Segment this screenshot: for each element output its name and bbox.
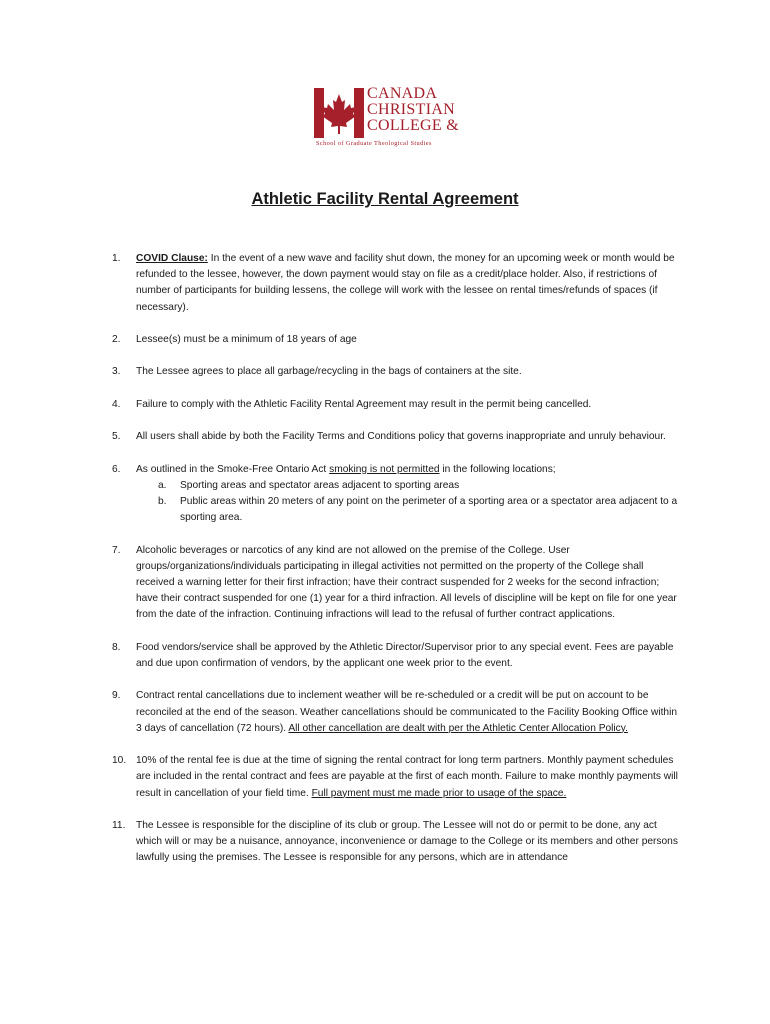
logo-line-2: CHRISTIAN	[367, 101, 456, 118]
full-payment-note: Full payment must me made prior to usage of the space.	[311, 787, 567, 799]
list-item-5: 5. All users shall abide by both the Facility Terms and Conditions policy that governs inappropriate and unruly behaviour.	[112, 431, 666, 443]
covid-clause-label: COVID Clause:	[136, 253, 208, 264]
smoking-notice: smoking is not permitted	[329, 463, 440, 475]
document-title: Athletic Facility Rental Agreement	[251, 190, 519, 208]
list-item-11: 11. The Lessee is responsible for the discipline of its club or group. The Lessee will not do or permit to be done, any act which will or may be a nuisance, annoyance, inconvenience or damage to the College or its members and other persons lawfully using the premises. The Lessee is responsible for any persons, which are in attendance	[112, 819, 678, 864]
sub-item-a: a. Sporting areas and spectator areas adjacent to sporting areas	[158, 479, 460, 491]
college-logo	[314, 86, 464, 150]
list-item-3: 3. The Lessee agrees to place all garbage/recycling in the bags of containers at the site.	[112, 366, 522, 378]
list-item-9: 9. Contract rental cancellations due to inclement weather will be re-scheduled or a credit will be put on account to be reconciled at the end of the season. Weather cancellations should be communicated to the Facility Booking Office within 3 days of cancellation (72 hours). All other cancellation are dealt with per the Athletic Center Allocation Policy.	[112, 690, 678, 734]
logo-tagline: School of Graduate Theological Studies	[316, 140, 432, 147]
logo-line-1: CANADA	[367, 85, 438, 102]
list-item-10: 10. 10% of the rental fee is due at the time of signing the rental contract for long term partners. Monthly payment schedules are included in the rental contract and fees are payable at the first of each month. Failure to make monthly payments will result in cancellation of your field time. Full payment must me made prior to usage of the space.	[112, 755, 678, 799]
list-item-2: 2. Lessee(s) must be a minimum of 18 years of age	[112, 334, 357, 345]
sub-item-b: b. Public areas within 20 meters of any point on the perimeter of a sporting area or a spectator area adjacent to a sporting area.	[158, 495, 678, 524]
logo-line-3: COLLEGE &	[367, 117, 460, 134]
logo-wordmark	[367, 86, 459, 134]
list-item-7: 7. Alcoholic beverages or narcotics of any kind are not allowed on the premise of the College. User groups/organizations/individuals participating in illegal activities not permitted on the property of the College shall received a warning letter for their first infraction; have their contract suspended for 2 weeks for the second infraction; have their contract suspended for one (1) year for a third infraction. All levels of discipline will be kept on file for one year from the date of the infraction. Continuing infractions will lead to the refusal of further contract applications.	[112, 544, 677, 621]
list-item-6: 6. As outlined in the Smoke-Free Ontario Act smoking is not permitted in the following locations; a. Sporting areas and spectator areas adjacent to sporting areas b. Public areas within 20 meters of any point on the perimeter of a sporting area or a spectator area adjacent to a sporting area.	[112, 462, 678, 527]
maple-leaf-logo-icon	[314, 88, 364, 138]
list-item-8: 8. Food vendors/service shall be approved by the Athletic Director/Supervisor prior to any special event. Fees are payable and due upon confirmation of vendors, by the applicant one week prior to the event.	[112, 641, 674, 669]
allocation-policy-note: All other cancellation are dealt with per the Athletic Center Allocation Policy.	[288, 722, 628, 734]
list-item-4: 4. Failure to comply with the Athletic Facility Rental Agreement may result in the permit being cancelled.	[112, 398, 592, 410]
agreement-list	[112, 251, 678, 883]
list-item-1: 1. COVID Clause: In the event of a new wave and facility shut down, the money for an upcoming week or month would be refunded to the lessee, however, the down payment would stay on file as a credit/place holder. Also, if restrictions of number of participants for building lessens, the college will work with the lessee on rental times/refunds of spaces (if necessary).	[112, 253, 675, 313]
